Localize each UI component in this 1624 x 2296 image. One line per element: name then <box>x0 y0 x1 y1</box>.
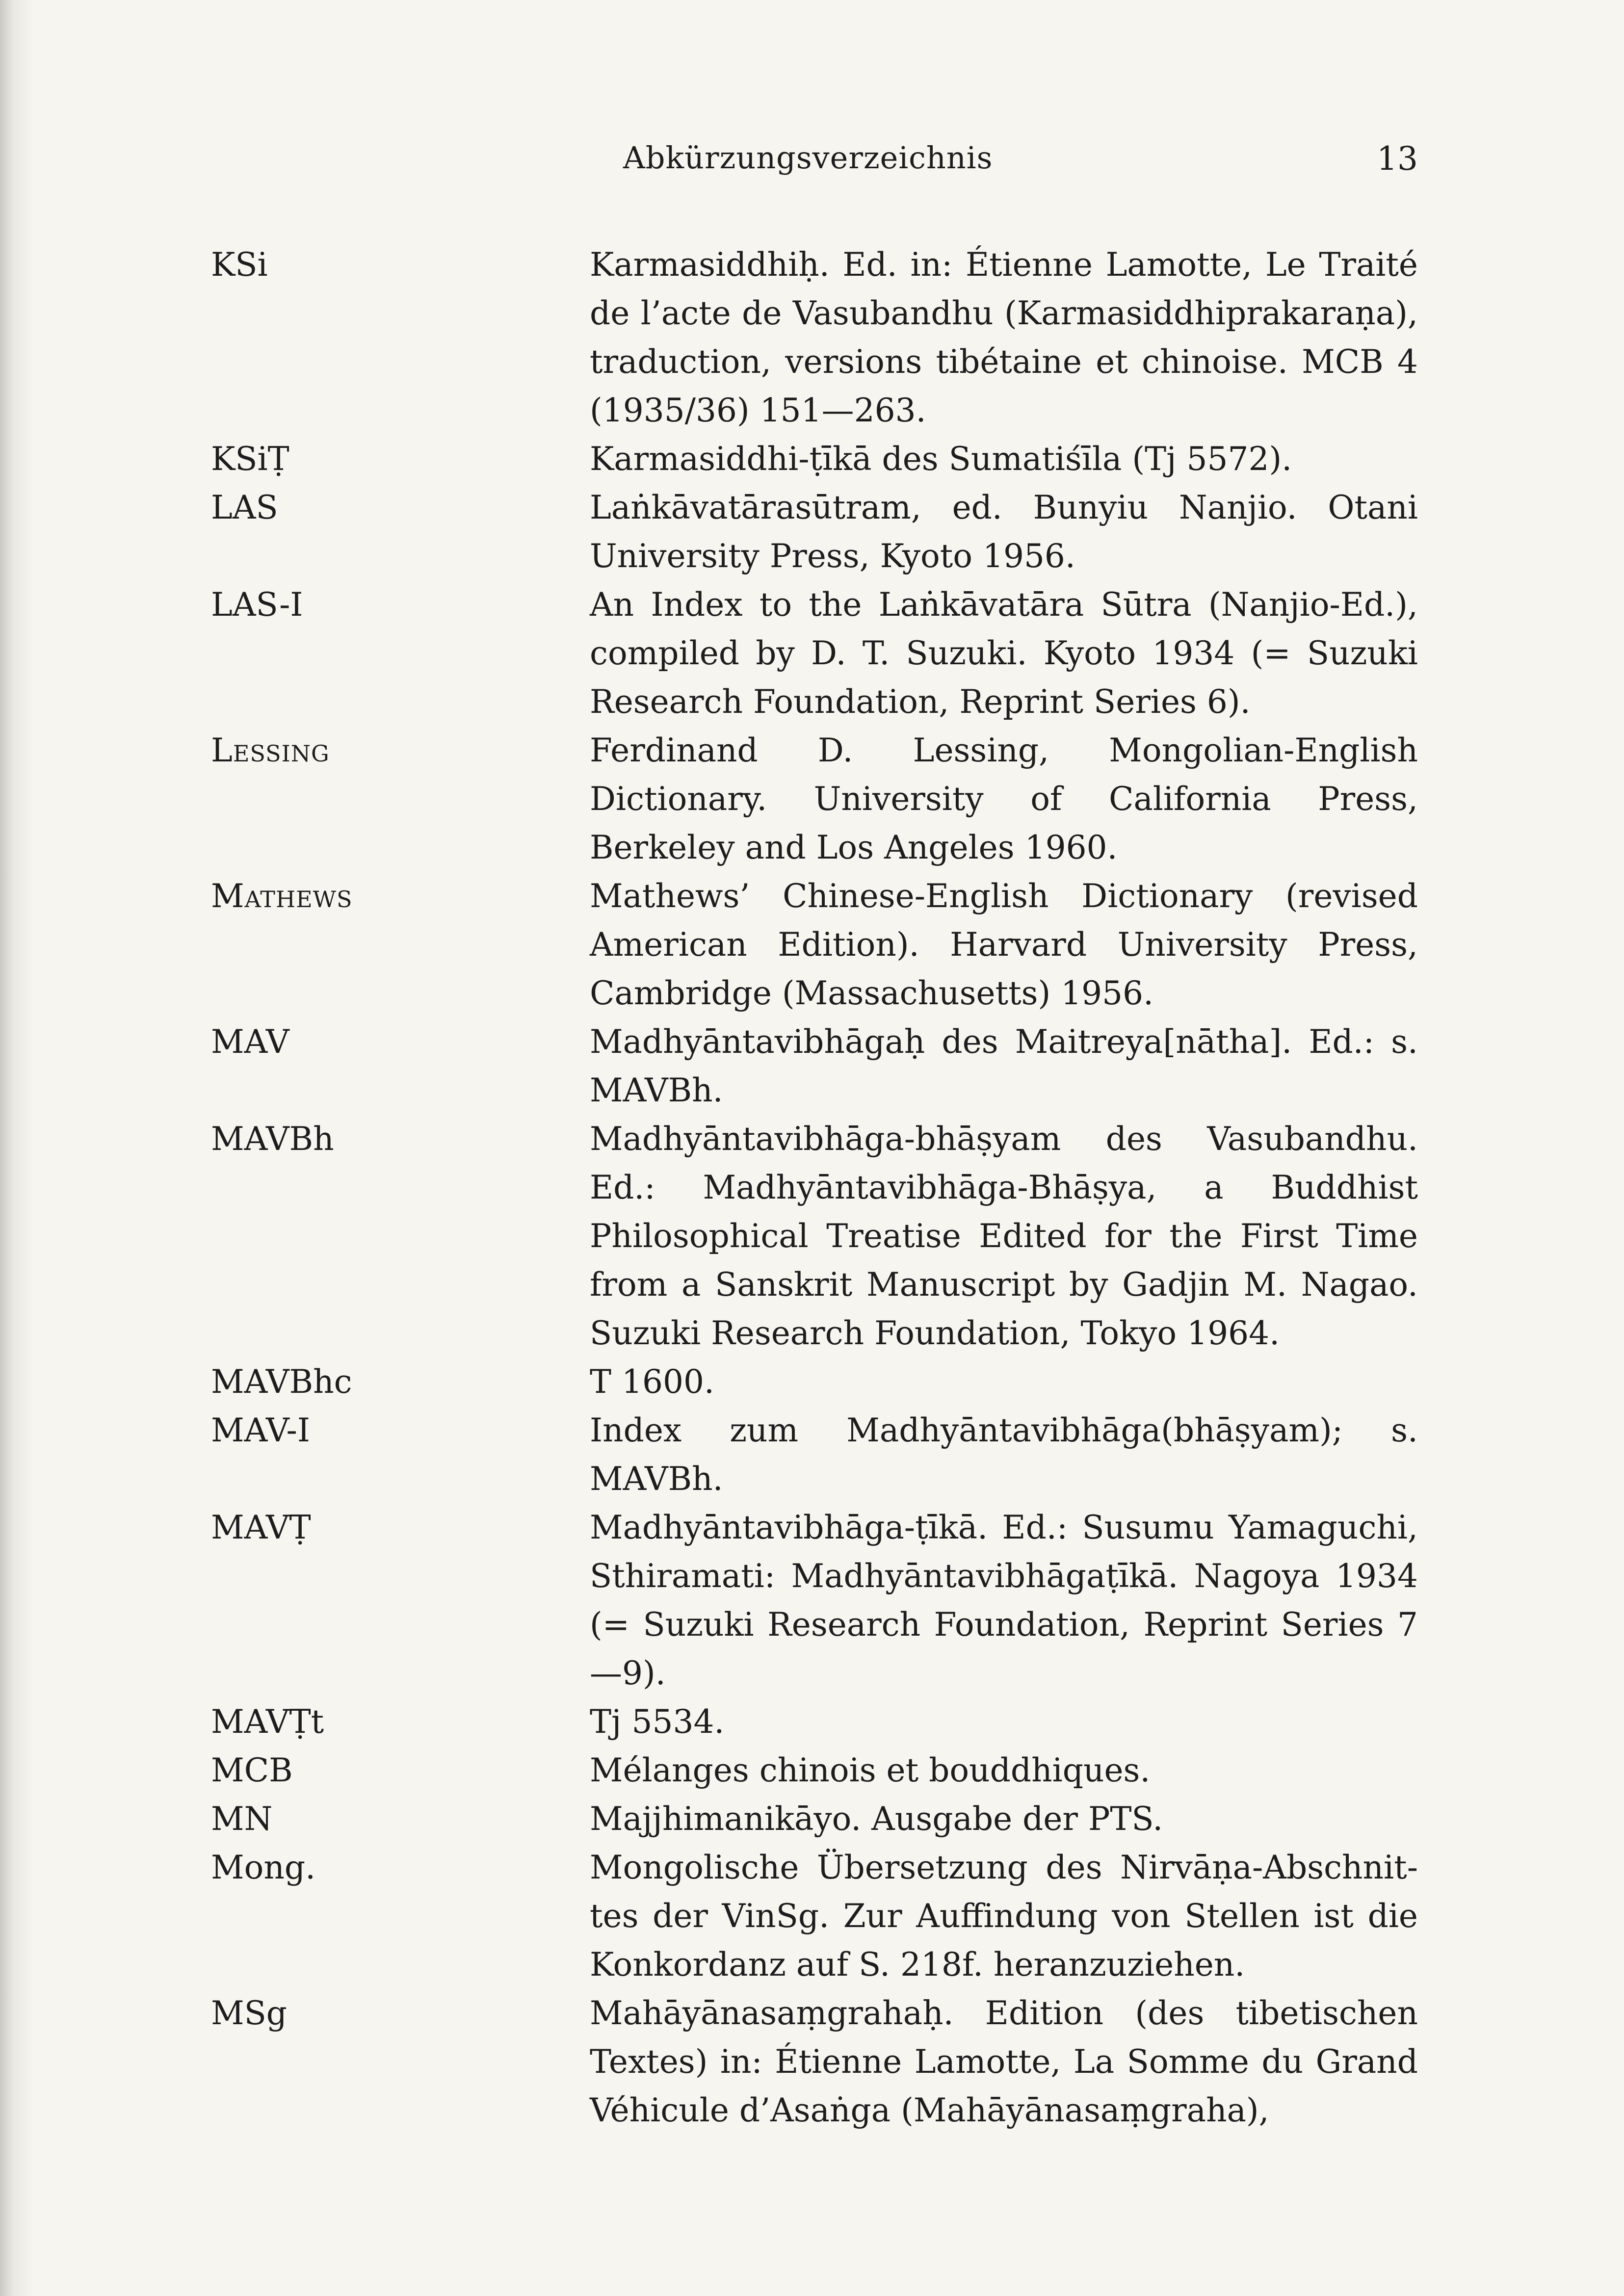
page-header <box>623 140 1418 184</box>
abbr: MAVṬ <box>211 1509 311 1546</box>
abbr: KSiṬ <box>211 440 289 478</box>
entry-mav-i <box>211 1406 1418 1503</box>
abbr: LAS-I <box>211 586 303 624</box>
desc: Karmasiddhiḥ. Ed. in: Étienne Lamotte, Le Traité de l’acte de Vasubandhu (Karmasiddhiprakaraṇa), traduction, versions tibétaine et chinoise. MCB 4 (1935/36) 151—263. <box>590 246 1418 429</box>
desc: Mathews’ Chinese-English Dictionary (revised American Edition). Harvard University Press, Cambridge (Massachusetts) 1956. <box>590 877 1418 1012</box>
page-number: 13 <box>1377 140 1418 178</box>
entry-mavbh <box>211 1115 1418 1357</box>
desc: Madhyāntavibhāgaḥ des Maitreya[nātha]. Ed.: s. MAVBh. <box>590 1023 1418 1109</box>
desc: Laṅkāvatārasūtram, ed. Bunyiu Nanjio. Otani University Press, Kyoto 1956. <box>590 489 1418 575</box>
desc: Majjhimanikāyo. Ausgabe der PTS. <box>590 1800 1163 1838</box>
desc: An Index to the Laṅkāvatāra Sūtra (Nanjio-Ed.), compiled by D. T. Suzuki. Kyoto 1934 (= Suzuki Research Foundation, Reprint Series 6). <box>590 586 1418 721</box>
abbr: LAS <box>211 489 278 526</box>
entry-mn <box>211 1795 1418 1843</box>
abbr: MSg <box>211 1994 288 2032</box>
running-title: Abkürzungsverzeichnis <box>623 140 993 176</box>
abbr: MN <box>211 1800 273 1838</box>
desc: Mélanges chinois et bouddhiques. <box>590 1751 1151 1789</box>
entry-mavbhc <box>211 1357 1418 1406</box>
desc: T 1600. <box>590 1363 714 1401</box>
scan-edge-shadow <box>0 0 34 2296</box>
entry-mavtt <box>211 1697 1418 1746</box>
desc: Mahāyānasaṃgrahaḥ. Edition (des tibetischen Textes) in: Étienne Lamotte, La Somme du Grand Véhicule d’Asaṅga (Mahāyānasaṃgraha), <box>590 1994 1418 2129</box>
entry-msg <box>211 1989 1418 2135</box>
abbr: Lessing <box>211 731 330 769</box>
entry-mcb <box>211 1746 1418 1795</box>
desc: Karmasiddhi-ṭīkā des Sumatiśīla (Tj 5572). <box>590 440 1292 478</box>
desc: Madhyāntavibhāga-ṭīkā. Ed.: Susumu Yamaguchi, Sthiramati: Madhyāntavibhāgaṭīkā. Nagoya 1934 (= Suzuki Research Foundation, Reprint Series 7—9). <box>590 1509 1418 1692</box>
abbr: KSi <box>211 246 268 284</box>
entry-lessing <box>211 726 1418 872</box>
desc: Index zum Madhyāntavibhāga(bhāṣyam); s. MAVBh. <box>590 1411 1418 1498</box>
desc: Ferdinand D. Lessing, Mongolian-English Dictionary. University of California Press, Berkeley and Los Angeles 1960. <box>590 731 1418 866</box>
abbr: Mathews <box>211 877 353 915</box>
entry-mav <box>211 1018 1418 1115</box>
entry-ksi <box>211 240 1418 435</box>
entry-mathews <box>211 872 1418 1018</box>
entry-mavt <box>211 1503 1418 1697</box>
abbr: MAVBh <box>211 1120 334 1158</box>
abbr: MAVṬt <box>211 1703 324 1741</box>
abbr: MCB <box>211 1751 293 1789</box>
desc: Madhyāntavibhāga-bhāṣyam des Vasubandhu. Ed.: Madhyāntavibhāga-Bhāṣya, a Buddhist Philosophical Treatise Edited for the First Time from a Sanskrit Manuscript by Gadjin M. Nagao. Suzuki Research Foundation, Tokyo 1964. <box>590 1120 1418 1352</box>
abbreviation-list <box>211 240 1418 2135</box>
desc: Mongolische Übersetzung des Nirvāṇa-Abschnittes der VinSg. Zur Auffindung von Stellen ist die Konkordanz auf S. 218f. heranzuziehen. <box>590 1849 1418 1983</box>
abbr: MAVBhc <box>211 1363 352 1401</box>
abbr: Mong. <box>211 1849 316 1886</box>
entry-las <box>211 483 1418 580</box>
entry-ksit <box>211 435 1418 483</box>
entry-mong <box>211 1843 1418 1989</box>
entry-las-i <box>211 580 1418 726</box>
abbr: MAV-I <box>211 1411 310 1449</box>
desc: Tj 5534. <box>590 1703 725 1741</box>
abbr: MAV <box>211 1023 289 1061</box>
